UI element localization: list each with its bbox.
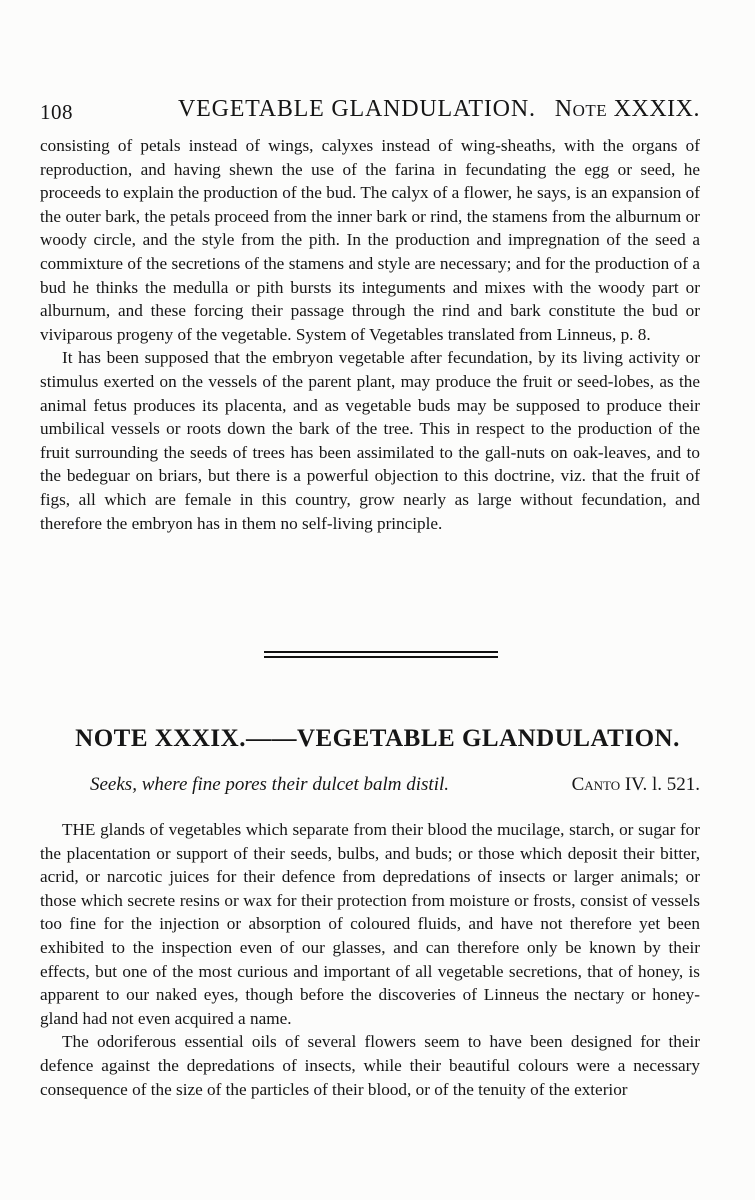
running-note-ref: Note XXXIX. [554,96,700,122]
epigraph-verse: Seeks, where fine pores their dulcet balm distil. [90,774,449,795]
paragraph: The odoriferous essential oils of several flowers seem to have been designed for their defence against the depredations of insects, while their beautiful colours were a necessary consequence of the size of the particles of their blood, or of the tenuity of the exterior [40,1032,700,1099]
paragraph: THE glands of vegetables which separate from their blood the mucilage, starch, or sugar for the placentation or support of their seeds, bulbs, and buds; or those which deposit their bitter, acrid, or narcotic juices for their defence from depredations of insects or larger animals; or those which secrete resins or wax for their protection from moisture or frosts, consist of vessels too fine for the injection or absorption of coloured fluids, and have not therefore yet been exhibited to the inspection even of our glasses, and can therefore only be known by their effects, but one of the most curious and important of all vegetable secretions, that of honey, is apparent to our naked eyes, though before the discoveries of Linneus the nectary or honey-gland had not even acquired a name. [40,820,700,1028]
section-divider-top [264,651,498,653]
canto-label: Canto [571,774,621,795]
epigraph [90,772,700,800]
running-head [40,94,700,124]
canto-line: IV. l. 521. [624,774,700,795]
section-divider-bottom [264,656,498,658]
page-number: 108 [40,100,73,124]
note-body-text [40,818,700,1101]
continued-note-text [40,134,700,535]
epigraph-reference [572,774,700,796]
paragraph: It has been supposed that the embryon vegetable after fecundation, by its living activity or stimulus exerted on the vessels of the parent plant, may produce the fruit or seed-lobes, as the animal fetus produces its placenta, and as vegetable buds may be supposed to produce their umbilical vessels or roots down the bark of the tree. This in respect to the production of the fruit surrounding the seeds of trees has been assimilated to the gall-nuts on oak-leaves, and to the bedeguar on briars, but there is a powerful objection to this doctrine, viz. that the fruit of figs, all which are female in this country, grow nearly as large without fecundation, and therefore the embryon has in them no self-living principle. [40,348,700,533]
paragraph: consisting of petals instead of wings, calyxes instead of wing-sheaths, with the organs of reproduction, and having shewn the use of the farina in fecundating the egg or seed, he proceeds to explain the production of the bud. The calyx of a flower, he says, is an expansion of the outer bark, the petals proceed from the inner bark or rind, the stamens from the alburnum or woody circle, and the style from the pith. In the production and impregnation of the seed a commixture of the secretions of the stamens and style are necessary; and for the production of a bud he thinks the medulla or pith bursts its integuments and mixes with the woody part or alburnum, and these forcing their passage through the rind and bark constitute the bud or viviparous progeny of the vegetable. System of Vegetables translated from Linneus, p. 8. [40,136,700,344]
note-heading: NOTE XXXIX.——VEGETABLE GLANDULATION. [75,725,680,752]
running-title: VEGETABLE GLANDULATION. [178,96,536,122]
